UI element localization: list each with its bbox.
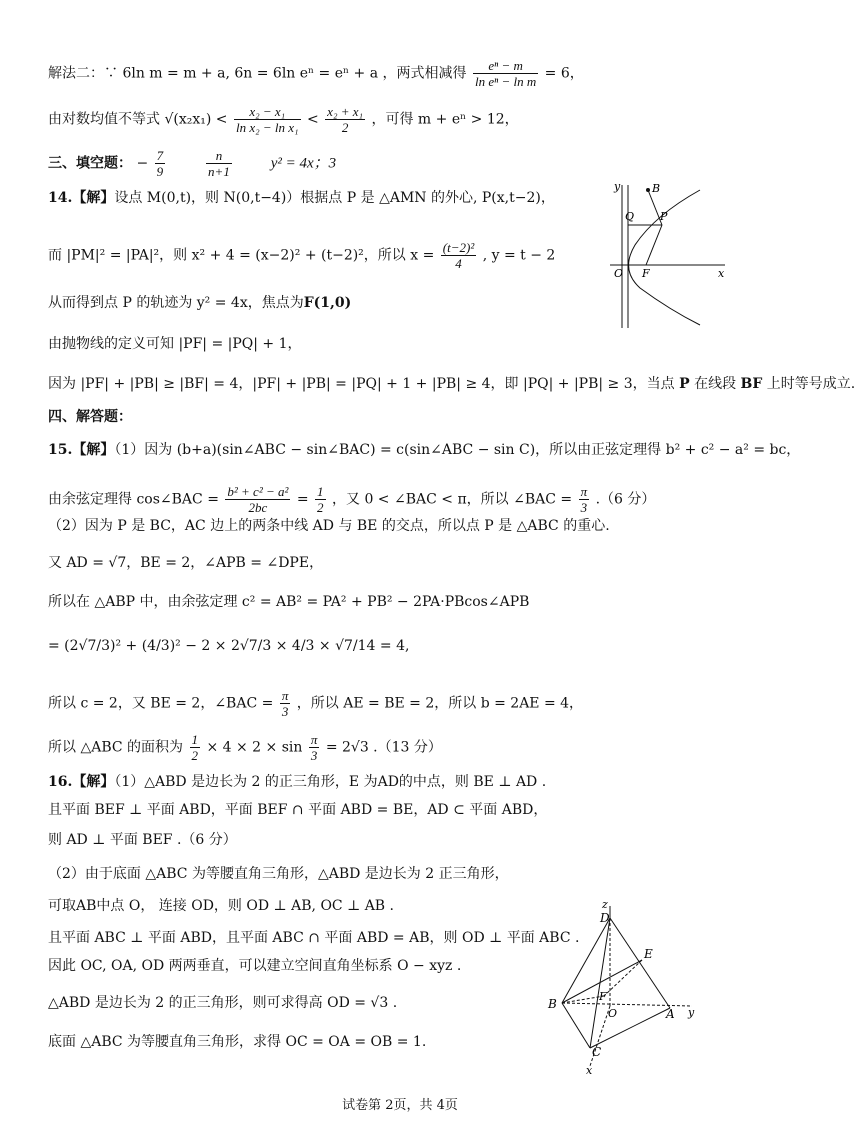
text: 由对数均值不等式 √(x₂x₁) < (48, 111, 228, 128)
text: 且平面 BEF ⊥ 平面 ABD，平面 BEF ∩ 平面 ABD = BE，AD ⊂ 平面 ABD， (48, 802, 548, 818)
text: , y = t − 2 (482, 247, 556, 264)
fraction: $\frac{1}{2}$ (191, 732, 198, 763)
q16-line-8 (48, 993, 397, 1013)
text: 底面 △ABC 为等腰直角三角形，求得 OC = OA = OB = 1. (48, 1034, 427, 1050)
fraction: $\frac{\text{b² + c² − a²}}{2bc}$ (227, 484, 289, 515)
label-y: y (614, 180, 621, 193)
q16-line-4 (48, 864, 509, 884)
text: 所以 △ABC 的面积为 (48, 739, 184, 756)
text: 所以 c = 2，又 BE = 2，∠BAC = (48, 695, 274, 712)
label-x: x (718, 267, 725, 280)
text: （1）△ABD 是边长为 2 的正三角形，E 为AD的中点，则 BE ⊥ AD . (114, 774, 547, 790)
text: F(1,0) (303, 295, 352, 311)
point-B (646, 188, 650, 192)
question-label: 16.【解】 (48, 774, 115, 790)
text: BF (740, 376, 763, 392)
q14-line-4 (48, 334, 302, 354)
label-Q: Q (625, 210, 635, 223)
edge-DA (610, 918, 670, 1008)
text: 因为 |PF| + |PB| ≥ |BF| = 4，|PF| + |PB| = |PQ| + 1 + |PB| ≥ 4，即 |PQ| + |PB| ≥ 3，当点 (48, 376, 675, 392)
q15-line-6 (48, 636, 409, 656)
text: = (2√7/3)² + (4/3)² − 2 × 2√7/3 × 4/3 × √7/14 = 4, (48, 638, 410, 654)
text: 则 AD ⊥ 平面 BEF .（6 分） (48, 832, 237, 848)
text: ，可得 m + eⁿ > 12， (371, 111, 519, 128)
label-F: F (599, 990, 607, 1003)
fraction: $\frac{7}{9}$ (156, 148, 164, 179)
text: .（6 分） (595, 491, 656, 508)
text: = 2√3 .（13 分） (325, 739, 442, 756)
text: 从而得到点 P 的轨迹为 y² = 4x，焦点为 (48, 295, 304, 311)
label-D: D (600, 911, 610, 925)
label-E: E (644, 947, 653, 961)
label-y: y (688, 1006, 695, 1019)
page-footer: 试卷第 2页，共 4页 (342, 1098, 458, 1113)
solution-method-2-line (48, 58, 584, 89)
question-label: 15.【解】 (48, 442, 115, 458)
fraction: $\frac{1}{2}$ (317, 484, 324, 515)
text: 在线段 (694, 376, 737, 392)
q15-line-7 (48, 688, 583, 719)
edge-BA-y-axis (562, 1003, 692, 1006)
text: P (679, 376, 690, 392)
label-F: F (642, 267, 650, 280)
fraction: $\frac{\text{x₂ + x₁}}{2}$ (327, 104, 364, 135)
text: y² = 4x；3 (270, 155, 337, 172)
q15-line-3 (48, 516, 610, 536)
q16-line-3 (48, 830, 237, 850)
text: （2）由于底面 △ABC 为等腰直角三角形，△ABD 是边长为 2 正三角形， (48, 866, 509, 882)
text: 上时等号成立. (766, 376, 855, 392)
q16-line-6 (48, 928, 579, 948)
text: − (136, 155, 149, 172)
fraction: $\frac{\text{eⁿ − m}}{\text{ln eⁿ − ln m}}$ (474, 58, 537, 89)
q14-line-5 (48, 374, 855, 394)
q15-line-5 (48, 592, 529, 612)
text: 可取AB中点 O， 连接 OD，则 OD ⊥ AB, OC ⊥ AB . (48, 898, 395, 914)
fraction: $\frac{\text{(t−2)²}}{4}$ (442, 240, 475, 271)
text: 因此 OC, OA, OD 两两垂直，可以建立空间直角坐标系 O − xyz . (48, 958, 462, 974)
fraction: $\frac{\pi}{3}$ (580, 484, 588, 515)
label-B: B (652, 182, 661, 195)
q15-line-1 (48, 440, 800, 460)
q16-line-1 (48, 772, 546, 792)
label-O: O (608, 1007, 618, 1020)
section-4-solutions (48, 407, 132, 427)
q14-line-2 (48, 240, 555, 271)
label-x: x (586, 1064, 593, 1077)
label-z: z (602, 898, 608, 911)
text: ，又 0 < ∠BAC < π，所以 ∠BAC = (332, 491, 573, 508)
label-O: O (614, 267, 624, 280)
text: 解法二：∵ 6ln m = m + a, 6n = 6ln eⁿ = eⁿ + a ，两式相减得 (48, 65, 467, 82)
q14-line-1 (48, 188, 555, 208)
q15-line-8 (48, 732, 442, 763)
text: 由抛物线的定义可知 |PF| = |PQ| + 1， (48, 336, 302, 352)
segment-PF (646, 225, 662, 265)
label-A: A (666, 1007, 675, 1021)
text: ，所以 AE = BE = 2，所以 b = 2AE = 4， (296, 695, 584, 712)
fraction: $\frac{\pi}{3}$ (310, 732, 318, 763)
q16-line-2 (48, 800, 547, 820)
q16-line-7 (48, 956, 461, 976)
text: 所以在 △ABP 中，由余弦定理 c² = AB² = PA² + PB² − 2PA·PBcos∠APB (48, 594, 530, 610)
text: 由余弦定理得 cos∠BAC = (48, 491, 219, 508)
text: 又 AD = √7，BE = 2，∠APB = ∠DPE， (48, 555, 324, 571)
label-C: C (592, 1045, 602, 1059)
tetrahedron-figure (542, 898, 702, 1078)
edge-BC (562, 1003, 590, 1048)
log-mean-inequality-line (48, 104, 519, 135)
text: = (296, 491, 309, 508)
text: △ABD 是边长为 2 的正三角形，则可求得高 OD = √3 . (48, 995, 398, 1011)
section-3-fill-in (48, 148, 336, 179)
fraction: $\frac{\pi}{3}$ (281, 688, 289, 719)
text: = 6， (544, 65, 584, 82)
text: 设点 M(0,t)，则 N(0,t−4)）根据点 P 是 △AMN 的外心, P(x,t−2)， (114, 190, 555, 206)
text: × 4 × 2 × sin (206, 739, 303, 756)
text: （2）因为 P 是 BC，AC 边上的两条中线 AD 与 BE 的交点，所以点 P 是 △ABC 的重心. (48, 518, 610, 534)
q14-line-3 (48, 293, 351, 313)
q16-line-9 (48, 1032, 426, 1052)
edge-CA (590, 1008, 670, 1048)
q15-line-2 (48, 484, 655, 515)
label-B: B (548, 997, 557, 1011)
q15-line-4 (48, 553, 323, 573)
section-heading: 四、解答题： (48, 409, 132, 425)
q16-line-5 (48, 896, 394, 916)
label-P: P (660, 210, 668, 223)
parabola-figure (600, 180, 730, 330)
text: 而 |PM|² = |PA|²，则 x² + 4 = (x−2)² + (t−2)²，所以 x = (48, 247, 435, 264)
text: 且平面 ABC ⊥ 平面 ABD，且平面 ABC ∩ 平面 ABD = AB，则 OD ⊥ 平面 ABC . (48, 930, 580, 946)
text: （1）因为 (b+a)(sin∠ABC − sin∠BAC) = c(sin∠ABC − sin C)，所以由正弦定理得 b² + c² − a² = bc， (114, 442, 801, 458)
text: < (306, 111, 319, 128)
question-label: 14.【解】 (48, 190, 115, 206)
section-heading: 三、填空题： (48, 155, 132, 172)
fraction: $\frac{\text{x₂ − x₁}}{\text{ln x₂ − ln x₁}}$ (235, 104, 299, 135)
fraction: $\frac{n}{n+1}$ (208, 148, 230, 179)
